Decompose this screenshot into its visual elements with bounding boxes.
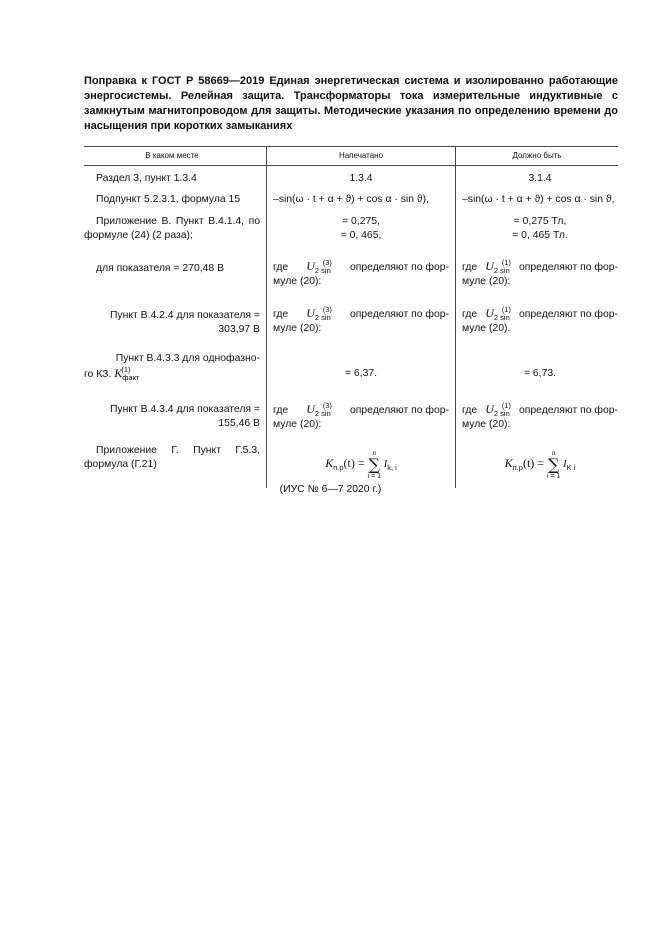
table-row xyxy=(84,166,618,190)
row-printed xyxy=(267,212,456,255)
u2sin-symbol: $U_{2 sin}^{(1)}$ xyxy=(485,258,511,275)
definition-end: муле (20): xyxy=(462,419,511,430)
where-word: где xyxy=(462,262,478,273)
where-word: где xyxy=(462,405,478,416)
definition-text: определяют по фор- xyxy=(349,405,449,416)
table-header-row xyxy=(84,147,618,166)
row-printed xyxy=(267,302,456,349)
header-should-be: Должно быть xyxy=(456,147,619,166)
printed-line-2: = 0, 465, xyxy=(340,230,382,241)
row-should: = 6,73. xyxy=(456,349,619,398)
where-word: где xyxy=(273,405,289,416)
should-line-1: = 0,275 Тл, xyxy=(513,216,567,227)
row-place: Приложение Г. Пункт Г.5.3, формула (Г.21) xyxy=(84,445,260,470)
should-line-2: = 0, 465 Тл. xyxy=(512,230,568,241)
definition-text: определяют по фор- xyxy=(349,262,449,273)
row-place: Подпункт 5.2.3.1, формула 15 xyxy=(96,194,241,205)
footer-note: (ИУС № 6—7 2020 г.) xyxy=(279,484,382,495)
u2sin-symbol: $U_{2 sin}^{(3)}$ xyxy=(306,305,332,322)
u2sin-symbol: $U_{2 sin}^{(1)}$ xyxy=(485,401,511,418)
row-place: Раздел 3, пункт 1.3.4 xyxy=(96,173,197,184)
header-place: В каком месте xyxy=(84,147,267,166)
table-row xyxy=(84,441,618,488)
row-printed xyxy=(267,398,456,441)
u2sin-symbol: $U_{2 sin}^{(3)}$ xyxy=(306,401,332,418)
row-should xyxy=(456,212,619,255)
formula-printed: $K_{п.р}(t)$ = n ∑ i = 1 $I_{k, i}$ xyxy=(325,448,397,480)
row-place: для показателя = 270,48 В xyxy=(96,263,225,274)
where-word: где xyxy=(462,309,478,320)
table-row xyxy=(84,212,618,255)
table-row xyxy=(84,398,618,441)
sum-symbol: n ∑ i = 1 xyxy=(546,448,561,480)
row-printed xyxy=(267,441,456,488)
row-should xyxy=(456,441,619,488)
definition-end: муле (20): xyxy=(462,276,511,287)
row-should: 3.1.4 xyxy=(456,166,619,190)
formula-should: $K_{п.р}(t)$ = n ∑ i = 1 $I_{K i}$ xyxy=(504,448,576,480)
row-place xyxy=(84,349,267,398)
row-printed xyxy=(267,255,456,302)
definition-end: муле (20): xyxy=(273,419,322,430)
header-printed: Напечатано xyxy=(267,147,456,166)
row-should xyxy=(456,302,619,349)
table-row xyxy=(84,255,618,302)
place-line-2: го КЗ. $K_{факт}^{(1)}$ xyxy=(84,365,140,382)
place-line-1: Пункт В.4.3.3 для однофазно- xyxy=(115,353,260,364)
where-word: где xyxy=(273,309,289,320)
row-should xyxy=(456,255,619,302)
row-place: Приложение В. Пункт В.4.1.4, по формуле (24) (2 раза); xyxy=(84,216,260,241)
table-row xyxy=(84,349,618,398)
row-printed: 1.3.4 xyxy=(267,166,456,190)
correction-title: Поправка к ГОСТ Р 58669—2019 Единая энергетическая система и изолированно работающие энергосистемы. Релейная защита. Трансформаторы тока измерительные индуктивные с замкнутым магнитопроводом для защиты. Методические указания по определению времени до насыщения при коротких замыканиях xyxy=(84,75,618,132)
correction-table xyxy=(84,146,618,488)
row-place: Пункт В.4.3.4 для показателя = 155,46 В xyxy=(109,404,260,429)
table-row xyxy=(84,189,618,212)
row-should xyxy=(456,398,619,441)
sum-symbol: n ∑ i = 1 xyxy=(367,448,381,480)
u2sin-symbol: $U_{2 sin}^{(3)}$ xyxy=(306,258,332,275)
row-printed: –sin(ω · t + α + ϑ) + cos α · sin ϑ), xyxy=(267,189,456,212)
definition-text: определяют по фор- xyxy=(518,262,618,273)
row-place: Пункт В.4.2.4 для показателя = 303,97 В xyxy=(109,310,260,335)
definition-end: муле (20): xyxy=(273,276,322,287)
definition-text: определяют по фор- xyxy=(518,309,618,320)
definition-text: определяют по фор- xyxy=(518,405,618,416)
definition-end: муле (20): xyxy=(273,323,322,334)
definition-end: муле (20). xyxy=(462,323,511,334)
definition-text: определяют по фор- xyxy=(349,309,449,320)
table-row xyxy=(84,302,618,349)
row-should: –sin(ω · t + α + ϑ) + cos α · sin ϑ, xyxy=(456,189,619,212)
where-word: где xyxy=(273,262,289,273)
row-printed: = 6,37. xyxy=(267,349,456,398)
u2sin-symbol: $U_{2 sin}^{(1)}$ xyxy=(485,305,511,322)
printed-line-1: = 0,275, xyxy=(342,216,380,227)
